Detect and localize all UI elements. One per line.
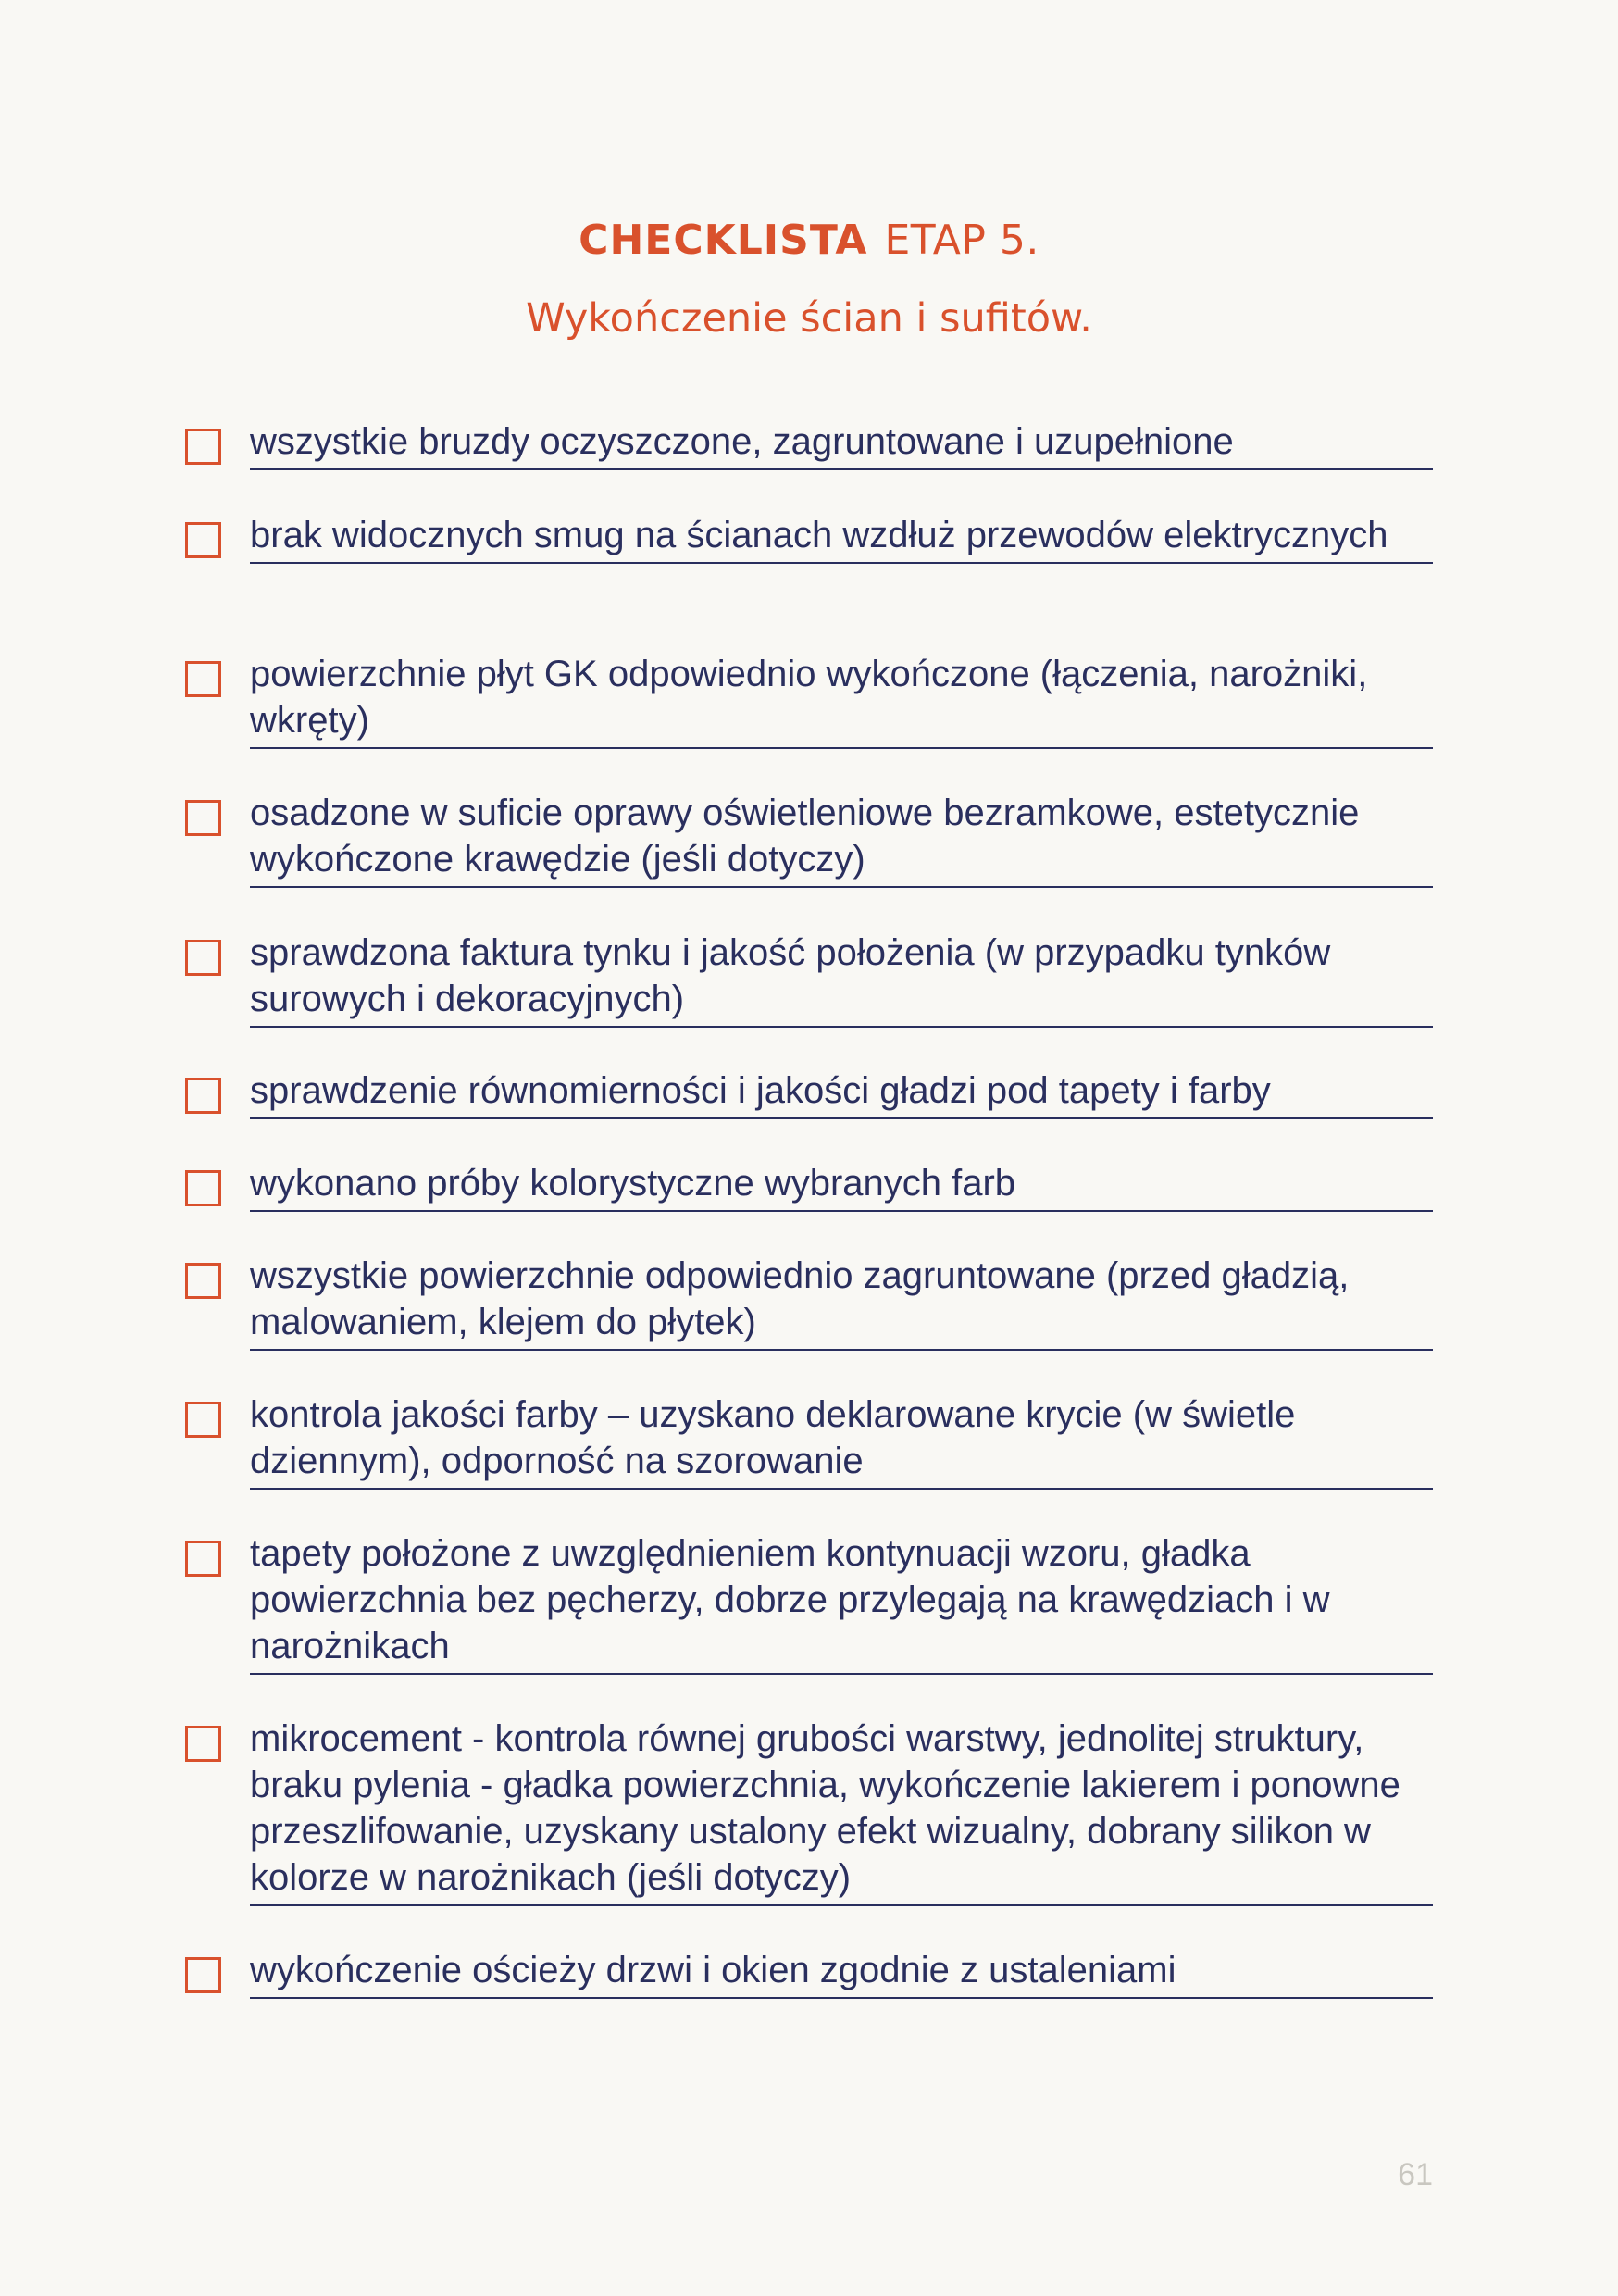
checkbox[interactable] [185,1726,221,1762]
checkbox[interactable] [185,1402,221,1438]
checkbox[interactable] [185,1170,221,1206]
checkbox[interactable] [185,1541,221,1577]
checkbox[interactable] [185,1957,221,1993]
checkbox[interactable] [185,1263,221,1299]
checkbox[interactable] [185,661,221,697]
checkbox[interactable] [185,800,221,836]
checkbox[interactable] [185,940,221,976]
checklist-item-text: brak widocznych smug na ścianach wzdłuż przewodów elektrycznych [250,512,1433,564]
checklist-item-text: wszystkie bruzdy oczyszczone, zagruntowane i uzupełnione [250,418,1433,470]
page-subtitle: Wykończenie ścian i sufitów. [526,295,1092,342]
checklist-item-text: wykończenie ościeży drzwi i okien zgodnie z ustaleniami [250,1947,1433,1999]
checklist-item-text: wszystkie powierzchnie odpowiednio zagruntowane (przed gładzią, malowaniem, klejem do płytek) [250,1253,1433,1351]
checklist-item-text: kontrola jakości farby – uzyskano deklarowane krycie (w świetle dziennym), odporność na szorowanie [250,1391,1433,1490]
checklist-item-text: sprawdzona faktura tynku i jakość położenia (w przypadku tynków surowych i dekoracyjnych) [250,930,1433,1028]
title-rest: ETAP 5. [884,217,1039,264]
title-bold: CHECKLISTA [579,217,868,264]
checklist-item-text: mikrocement - kontrola równej grubości warstwy, jednolitej struktury, braku pylenia - gładka powierzchnia, wykończenie lakierem i ponowne przeszlifowanie, uzyskany ustalony efekt wizualny, dobrany silikon w kolorze w narożnikach (jeśli dotyczy) [250,1716,1433,1906]
checklist-item-text: sprawdzenie równomierności i jakości gładzi pod tapety i farby [250,1067,1433,1119]
page-title [0,215,1618,267]
checklist-item-text: powierzchnie płyt GK odpowiednio wykończone (łączenia, narożniki, wkręty) [250,651,1433,749]
checkbox[interactable] [185,1078,221,1114]
checklist-item-text: tapety położone z uwzględnieniem kontynuacji wzoru, gładka powierzchnia bez pęcherzy, dobrze przylegają na krawędziach i w narożnikach [250,1530,1433,1675]
checkbox[interactable] [185,522,221,558]
checklist-item-text: wykonano próby kolorystyczne wybranych farb [250,1160,1433,1212]
checkbox[interactable] [185,429,221,465]
page-number: 61 [1398,2157,1433,2192]
checklist-item-text: osadzone w suficie oprawy oświetleniowe bezramkowe, estetycznie wykończone krawędzie (jeśli dotyczy) [250,790,1433,888]
